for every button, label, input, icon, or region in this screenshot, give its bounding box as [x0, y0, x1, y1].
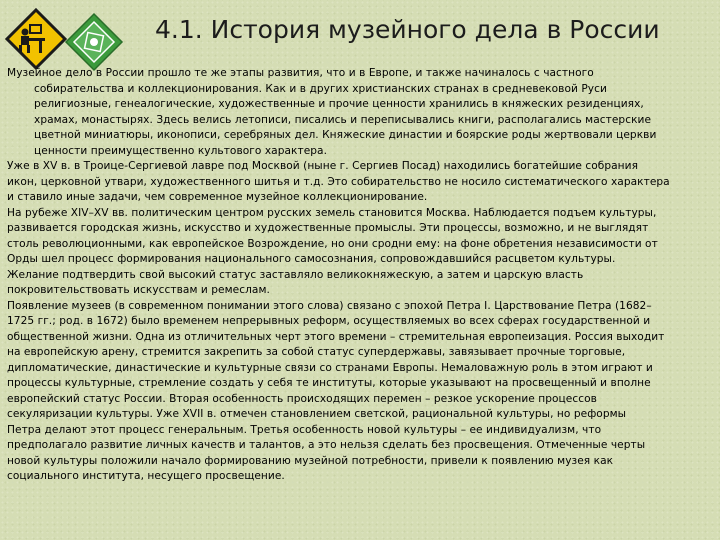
text-line: предполагало развитие личных качеств и талантов, а это нельзя сделать без просвещения. Отмеченные черты: [7, 439, 646, 451]
text-line: общественной жизни. Одна из отличительных черт этого времени – стремительная европеизация. Россия выходит: [7, 330, 665, 343]
text-line: новой культуры положили начало формированию музейной потребности, привели к появлению музея как: [7, 454, 614, 467]
text-line: на европейскую арену, стремится закрепить за собой статус супердержавы, завязывает прочные торговые,: [7, 346, 626, 358]
text-line: цветной миниатюры, иконописи, серебряных дел. Княжеские династии и боярские роды жертвовали церкви: [34, 129, 657, 141]
text-line: столь революционными, как европейское Возрождение, но они сродни ему: на фоне обретения независимости от: [7, 237, 658, 250]
text-line: Желание подтвердить свой высокий статус заставляло великокняжескую, а затем и царскую власть: [7, 268, 584, 281]
paragraph-2: [7, 159, 712, 206]
text-line: Орды шел процесс формирования национального самосознания, сопровождавшийся расцветом культуры.: [7, 253, 616, 265]
text-line: европейский статус России. Вторая особенность происходящих перемен – резкое ускорение процессов: [7, 392, 597, 405]
text-line: На рубеже XIV–XV вв. политическим центром русских земель становится Москва. Наблюдается подъем культуры,: [7, 206, 657, 219]
text-line: развивается городская жизнь, искусство и художественные промыслы. Эти процессы, возможно, и не выглядят: [7, 222, 649, 234]
paragraph-4: [7, 299, 712, 485]
text-line: дипломатические, династические и культурные связи со странами Европы. Немаловажную роль в этом играют и: [7, 361, 653, 374]
text-line: Уже в XV в. в Троице-Сергиевой лавре под Москвой (ныне г. Сергиев Посад) находились богатейшие собрания: [7, 160, 639, 172]
text-line: 1725 гг.; род. в 1672) было временем непрерывных реформ, осуществляемых во всех сферах государственной и: [7, 315, 651, 327]
text-line: храмах, монастырях. Здесь велись летописи, писались и переписывались книги, располагались мастерские: [34, 113, 652, 126]
text-line: Петра делают этот процесс генеральным. Третья особенность новой культуры – ее индивидуализм, что: [7, 423, 602, 436]
person-at-computer-sign-icon: [5, 8, 67, 70]
text-line: собирательства и коллекционирования. Как и в других христианских странах в средневековой Руси: [34, 82, 607, 95]
text-line: покровительствовать искусствам и ремеслам.: [7, 284, 270, 296]
text-line: Музейное дело в России прошло те же этапы развития, что и в Европе, и также начиналось с частного: [7, 67, 594, 79]
text-line: и ставило иные задачи, чем современное музейное коллекционирование.: [7, 191, 428, 203]
paragraph-1: [7, 66, 712, 159]
text-line: социального института, несущего просвещение.: [7, 470, 285, 482]
text-line: Появление музеев (в современном понимании этого слова) связано с эпохой Петра I. Царствование Петра (1682–: [7, 299, 652, 312]
slide-body: [7, 66, 712, 485]
slide-title: 4.1. История музейного дела в России: [155, 15, 660, 44]
text-line: икон, церковной утвари, художественного шитья и т.д. Это собирательство не носило систематического характера: [7, 175, 670, 188]
text-line: процессы культурные, стремление создать у себя те институты, которые указывают на просвещенный и вполне: [7, 377, 651, 389]
text-line: ценности преимущественно культового характера.: [34, 144, 328, 157]
text-line: религиозные, генеалогические, художественные и прочие ценности хранились в княжеских резиденциях,: [34, 98, 644, 110]
paragraph-3: [7, 206, 712, 299]
green-diamond-emblem-icon: [64, 12, 124, 72]
text-line: секуляризации культуры. Уже XVII в. отмечен становлением светской, рациональной культуры, но реформы: [7, 408, 627, 420]
